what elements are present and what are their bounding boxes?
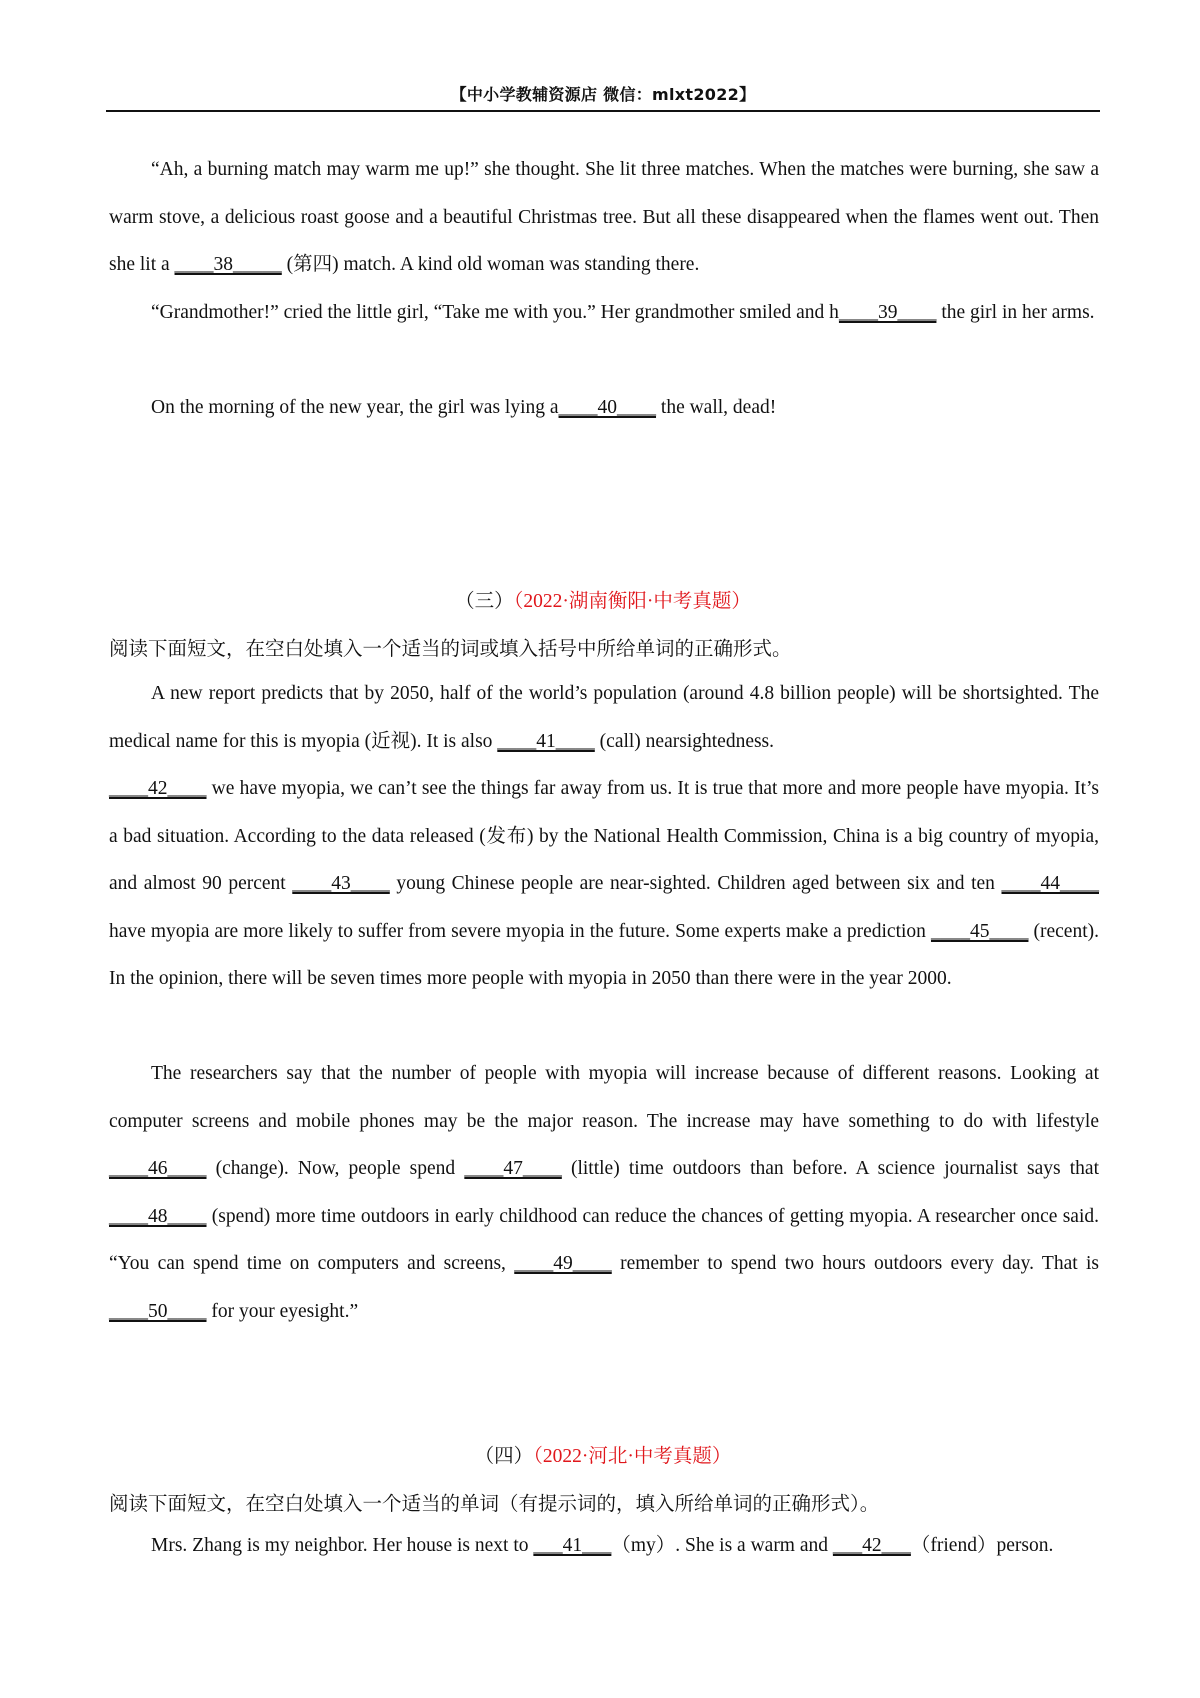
passage-2-paragraph-3: [109, 384, 1099, 432]
passage-3-paragraph-1: [109, 670, 1099, 765]
passage-3-paragraph-3: [109, 1050, 1099, 1335]
blank-50[interactable]: ____50____: [109, 1300, 207, 1322]
section-number: （四）: [474, 1446, 534, 1467]
text: （my）. She is a warm and: [611, 1535, 833, 1556]
text: (spend) more time outdoors in early childhood can reduce the chances of getting myopia. A researcher once said. “You can spend time on computers and screens,: [109, 1205, 1099, 1274]
section-3-instruction: 阅读下面短文，在空白处填入一个适当的词或填入括号中所给单词的正确形式。: [109, 637, 792, 660]
blank-43[interactable]: ____43____: [292, 873, 390, 894]
blank-46[interactable]: ____46____: [109, 1158, 207, 1179]
text: (call) nearsightedness.: [594, 730, 775, 752]
blank-41[interactable]: ____41____: [497, 730, 595, 752]
blank-42[interactable]: ____42____: [109, 778, 207, 799]
text: (第四) match. A kind old woman was standing there.: [281, 254, 700, 275]
text: the girl in her arms.: [936, 302, 1095, 323]
blank-45[interactable]: ____45____: [930, 920, 1029, 942]
section-3-title: [106, 585, 1100, 613]
blank-39[interactable]: ____39____: [838, 302, 937, 323]
blank-42[interactable]: ___42___: [832, 1535, 911, 1556]
text: we have myopia, we can’t see the things far away from us. It is true that more and more people have myopia. It’s a bad situation. According to the data released (发布) by the National Health Commission, China is a big country of myopia, and almost 90 percent: [109, 778, 1099, 894]
passage-2-paragraph-1: [109, 146, 1099, 289]
text: (little) time outdoors than before. A science journalist says that: [561, 1158, 1099, 1179]
text: “Grandmother!” cried the little girl, “Take me with you.” Her grandmother smiled and h: [151, 302, 839, 323]
text: have myopia are more likely to suffer from severe myopia in the future. Some experts make a prediction: [109, 920, 931, 942]
section-number: （三）: [455, 591, 514, 612]
text: The researchers say that the number of people with myopia will increase because of different reasons. Looking at computer screens and mobile phones may be the major reason. The increase may have something to do with lifestyle: [109, 1063, 1099, 1132]
passage-2-paragraph-2: [109, 289, 1099, 337]
blank-48[interactable]: ____48____: [109, 1205, 207, 1227]
text: On the morning of the new year, the girl was lying a: [151, 397, 559, 418]
section-4-instruction: 阅读下面短文，在空白处填入一个适当的单词（有提示词的，填入所给单词的正确形式）。: [109, 1492, 880, 1515]
text: remember to spend two hours outdoors every day. That is: [611, 1253, 1099, 1274]
blank-38[interactable]: ____38_____: [174, 254, 282, 275]
text: “Ah, a burning match may warm me up!” she thought. She lit three matches. When the matches were burning, she saw a warm stove, a delicious roast goose and a beautiful Christmas tree. But all these disappeared when the flames went out. Then she lit a: [109, 159, 1099, 275]
blank-44[interactable]: ____44____: [1001, 873, 1099, 894]
source-label: （2022·河北·中考真题）: [533, 1446, 732, 1467]
text: the wall, dead!: [656, 397, 777, 418]
blank-47[interactable]: ____47____: [464, 1158, 562, 1179]
text: （friend）person.: [910, 1535, 1054, 1556]
text: A new report predicts that by 2050, half of the world’s population (around 4.8 billion people) will be shortsighted. The medical name for this is myopia (近视). It is also: [109, 683, 1099, 752]
passage-3-paragraph-2: [109, 765, 1099, 1003]
source-label: （2022·湖南衡阳·中考真题）: [513, 591, 751, 612]
blank-49[interactable]: ____49____: [514, 1253, 612, 1274]
section-4-title: [106, 1440, 1100, 1468]
text: (change). Now, people spend: [206, 1158, 465, 1179]
passage-4-paragraph-1: [109, 1522, 1099, 1570]
text: for your eyesight.”: [206, 1300, 359, 1322]
header-divider: [106, 110, 1100, 112]
text: Mrs. Zhang is my neighbor. Her house is next to: [151, 1535, 534, 1556]
text: (recent). In the opinion, there will be seven times more people with myopia in 2050 than there were in the year 2000.: [109, 920, 1100, 989]
text: young Chinese people are near-sighted. Children aged between six and ten: [389, 873, 1002, 894]
blank-41[interactable]: ___41___: [533, 1535, 612, 1556]
page-header: 【中小学教辅资源店 微信：mlxt2022】: [450, 85, 756, 104]
blank-40[interactable]: ____40____: [558, 397, 657, 418]
